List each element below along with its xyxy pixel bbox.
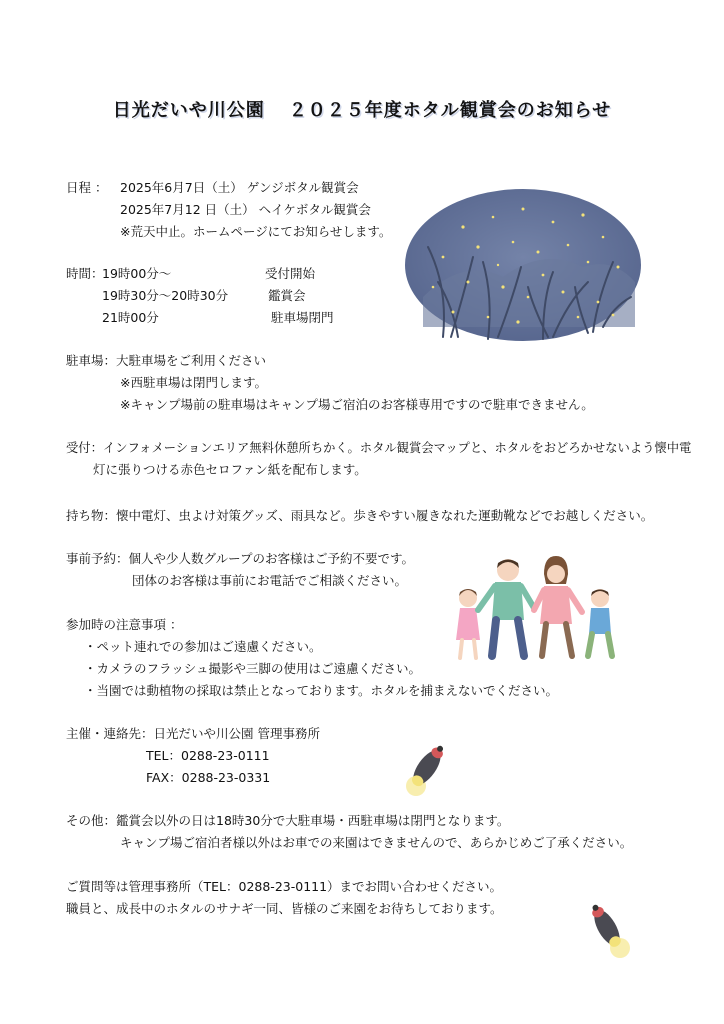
parking-line-2: ※西駐車場は閉門します。	[120, 375, 267, 390]
family-walking-illustration	[448, 548, 628, 668]
parking-line-1: 駐車場：大駐車場をご利用ください	[66, 353, 267, 368]
time-row-2-time: 19時30分～20時30分	[102, 288, 229, 303]
notes-item-3: ・当園では動植物の採取は禁止となっております。ホタルを捕まえないでください。	[84, 683, 559, 698]
time-row-1-event: 受付開始	[265, 266, 316, 281]
parking-line-3: ※キャンプ場前の駐車場はキャンプ場ご宿泊のお客様専用ですので駐車できません。	[120, 397, 594, 412]
reservation-line-1: 事前予約：個人や少人数グループのお客様はご予約不要です。	[66, 551, 415, 566]
contact-line-1: 主催・連絡先：日光だいや川公園 管理事務所	[66, 726, 320, 741]
notes-heading: 参加時の注意事項 ：	[66, 617, 183, 632]
time-row-3-event: 駐車場閉門	[271, 310, 334, 325]
schedule-label: 日程 ：	[66, 180, 108, 195]
reception-line-2: 灯に張りつける赤色セロファン紙を配布します。	[93, 462, 367, 477]
other-line-2: キャンプ場ご宿泊者様以外はお車での来園はできませんので、あらかじめご了承ください。	[120, 835, 633, 850]
other-line-1: その他：鑑賞会以外の日は18時30分で大駐車場・西駐車場は閉門となります。	[66, 813, 510, 828]
contact-fax: FAX：0288-23-0331	[146, 770, 271, 785]
reservation-line-2: 団体のお客様は事前にお電話でご相談ください。	[132, 573, 408, 588]
page-title: 日光だいや川公園 ２０２５年度ホタル観賞会のお知らせ	[112, 100, 612, 121]
firefly-icon-2	[576, 892, 636, 964]
closing-line-2: 職員と、成長中のホタルのサナギ一同、皆様のご来園をお待ちしております。	[66, 901, 503, 916]
schedule-line-2: 2025年7月12 日（土） ヘイケボタル観賞会	[120, 202, 371, 217]
belongings-line: 持ち物：懐中電灯、虫よけ対策グッズ、雨具など。歩きやすい履きなれた運動靴などでお越しください。	[66, 508, 654, 523]
reception-line-1: 受付：インフォメーションエリア無料休憩所ちかく。ホタル観賞会マップと、ホタルをおどろかせないよう懐中電	[66, 441, 692, 455]
contact-tel: TEL：0288-23-0111	[146, 748, 270, 763]
notes-item-2: ・カメラのフラッシュ撮影や三脚の使用はご遠慮ください。	[84, 661, 422, 676]
time-row-3-time: 21時00分	[102, 310, 159, 325]
time-row-1-time: 19時00分～	[102, 266, 172, 281]
notes-item-1: ・ペット連れでの参加はご遠慮ください。	[84, 639, 322, 654]
firefly-night-scene-illustration	[403, 187, 643, 343]
firefly-icon	[398, 734, 458, 800]
time-row-2-event: 鑑賞会	[268, 288, 306, 303]
time-label: 時間：	[66, 266, 104, 281]
schedule-line-1: 2025年6月7日（土） ゲンジボタル観賞会	[120, 180, 359, 195]
closing-line-1: ご質問等は管理事務所（TEL：0288-23-0111）までお問い合わせください。	[66, 879, 503, 894]
schedule-note: ※荒天中止。ホームページにてお知らせします。	[120, 224, 392, 239]
